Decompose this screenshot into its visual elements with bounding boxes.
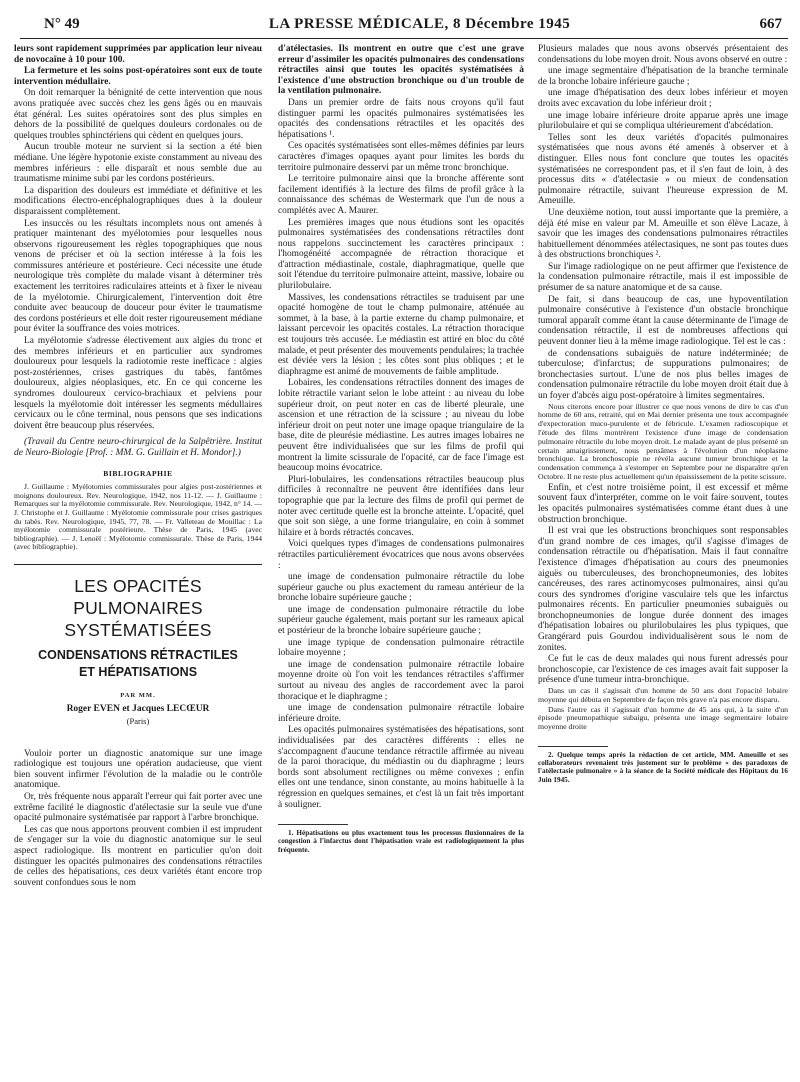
article-title-line-2: SYSTÉMATISÉES [64, 619, 212, 640]
paragraph: Les cas que nous apportons prouvent combien il est imprudent de s'engager sur la voie du diagnostic anatomique sur le seul aspect radiologique. Ils montrent en particulier qu'on doit distinguer les opacités pulmonaires des condensations rétractiles de celles des hépatisations, ces deux variétés étant encore trop souvent confondues sous le nom [14, 824, 262, 888]
list-item: une image de condensation pulmonaire rétractile du lobe supérieur gauche ou plus exactement du rameau antérieur de la bronche lobaire supérieure gauche ; [278, 572, 524, 604]
article-divider [14, 564, 262, 565]
article-title-line-1: LES OPACITÉS PULMONAIRES [73, 575, 203, 618]
paragraph: Les insuccès ou les résultats incomplets nous ont amenés à pratiquer maintenant des myélotomies pour lesquelles nous observons rigoureusement les règles topographiques que nous venons de préciser et où la section intéresse à la fois les commissures antérieure et postérieure. Ceci nécessite une étude neurologique très complète du malade visant à déterminer très exactement les territoires radiculaires atteints et à fixer le niveau de la myélotomie. Chirurgicalement, l'intervention doit être conduite avec beaucoup de douceur pour éviter le traumatisme des cordons postérieurs et elle doit rester rigoureusement médiane pour éviter la souffrance des voies motrices. [14, 218, 262, 335]
article-location: (Paris) [126, 716, 150, 727]
footnote-rule [538, 746, 608, 747]
paragraph: Aucun trouble moteur ne survient si la section a été bien médiane. Une légère hypotonie existe constamment au niveau des membres inférieurs : elle disparaît et nous semble due au traumatisme minime subi par les cordons postérieurs. [14, 142, 262, 185]
column-right [538, 44, 788, 1064]
paragraph: Les premières images que nous étudions sont les opacités pulmonaires systématisées des condensations rétractiles dont nous rappelons succinctement les caractères principaux : l'homogénéité accompagnée de rétraction thoracique et d'attraction médiastinale, costale, diaphragmatique, quelle que soit l'étendue du territoire pulmonaire atteint, massive, lobaire ou plurilobulaire. [278, 217, 524, 292]
footnote: 1. Hépatisations ou plus exactement tous les processus fluxionnaires de la congestion à l'infarctus dont l'hépatisation vraie est radiologiquement la plus fréquente. [278, 829, 524, 854]
byline-prefix: PAR MM. [120, 691, 156, 699]
paragraph: Les opacités pulmonaires systématisées des hépatisations, sont individualisées par des caractères différents : elles ne s'accompagnent d'aucune tendance rétractile affirmée au niveau de la paroi thoracique, du médiastin ou du diaphragme ; leurs bords sont absolument rectilignes ou même convexes ; enfin elles ont une tendance, sinon constante, au moins habituelle à la régression en quelques semaines, et c'est là un fait très important à souligner. [278, 725, 524, 810]
list-item: une image de condensation pulmonaire rétractile lobaire inférieure droite. [278, 703, 524, 724]
article-subtitle-line-1: CONDENSATIONS RÉTRACTILES [38, 647, 238, 662]
list-item: une image de condensation pulmonaire rétractile lobaire moyenne droite où l'on voit les tendances rétractiles s'affirmer surtout au niveau des angles de raccordement avec la paroi thoracique et le diaphragme ; [278, 659, 524, 702]
column-left [14, 44, 262, 1064]
column-middle [278, 44, 524, 1064]
paragraph: La myélotomie s'adresse électivement aux algies du tronc et des membres inférieurs et en particulier aux syndromes douloureux pour lesquels la radiotomie reste inefficace : algies post-zostériennes, crises gastriques du tabès, fantômes douloureux, algies néoplasiques, etc. En ce qui concerne les syndromes douloureux cervico-brachiaux et pelviens pour lesquels la myélotomie doit intéresser les segments médullaires cervicaux ou le cône terminal, nous pensons que ses indications doivent être beaucoup plus réservées. [14, 336, 262, 431]
paragraph: La disparition des douleurs est immédiate et définitive et les modifications électro-encéphalographiques dues à la douleur disparaissent complètement. [14, 185, 262, 217]
list-item: une image d'hépatisation des deux lobes inférieur et moyen droits avec excavation du lobe inférieur droit ; [538, 88, 788, 109]
paragraph: Le territoire pulmonaire ainsi que la bronche afférente sont facilement identifiés à la lecture des films de profil grâce à la connaissance des schémas de Westermark que l'un de nous a complétés avec A. Maurer. [278, 174, 524, 216]
case-note: Dans l'autre cas il s'agissait d'un homme de 45 ans qui, à la suite d'un épisode pneumopathique subaigu, présenta une image segmentaire lobaire moyenne droite [538, 704, 788, 732]
paragraph: De fait, si dans beaucoup de cas, une hypoventilation pulmonaire consécutive à l'existence d'un obstacle bronchique tumoral apparaît comme étant la cause déterminante de l'image de condensation rétractile, il est de nombreuses affections qui peuvent donner lieu à la même image radiologique. Tel est le cas : [538, 294, 788, 348]
paragraph: Plusieurs malades que nous avons observés présentaient des condensations du lobe moyen droit. Nous avons observé en outre : [538, 44, 788, 65]
paragraph: Il est vrai que les obstructions bronchiques sont responsables d'un grand nombre de ces images, qu'il s'agisse d'images de condensation rétractile ou d'hépatisation. Mais il faut connaître l'existence d'images d'hépatisation au cours des pneumonies aiguës ou tuberculeuses, des bronchopneumonies, des lobites cancéreuses, des rares actinomycoses pulmonaires, ainsi qu'au cours des syndromes d'origine vasculaire tels que les infarctus pulmonaires récents. En particulier pneumonies subaiguës ou bronchopneumonies de longue durée donnent des images d'hépatisation lobaires ou plurilobulaires les plus typiques, que Grangérard puis Gourdou individualisèrent sous le nom de zonites. [538, 526, 788, 653]
case-note: Nous citerons encore pour illustrer ce que nous venons de dire le cas d'un homme de 60 ans, retraité, qui en Mai dernier présenta une toux accompagnée d'expectoration muco-purulente et de fébricule. L'examen radioscopique et l'étude des films montrèrent l'existence d'une image de condensation pulmonaire rétractile du lobe moyen droit. Le malade ayant de plus présenté un certain amaigrissement, nous pensâmes à l'évolution d'un néoplasme bronchique. La bronchoscopie ne révéla aucune tumeur bronchique et la condensation commença à s'estomper en Septembre pour ne disparaître qu'en Octobre. Il ne reste plus actuellement qu'un épaississement de la petite scissure. [538, 401, 788, 481]
list-item: une image lobaire inférieure droite apparue après une image plurilobulaire et qui se compliqua ultérieurement d'abcédation. [538, 110, 788, 132]
issue-number: N° 49 [44, 16, 80, 32]
paragraph: Ce fut le cas de deux malades qui nous furent adressés pour bronchoscopie, car l'existence de ces images avait fait supposer la présence d'une tumeur intra-bronchique. [538, 654, 788, 686]
paragraph: On doit remarquer la bénignité de cette intervention que nous avons pratiquée avec succès chez les gens âgés ou en mauvais état général. Les suites opératoires sont des plus simples en dehors de la possibilité de quelques douleurs cordonales ou de quelques troubles sphinctériens qui cèdent en quelques jours. [14, 88, 262, 141]
list-item: une image segmentaire d'hépatisation de la branche terminale de la bronche lobaire inférieure gauche ; [538, 66, 788, 87]
paragraph: Massives, les condensations rétractiles se traduisent par une opacité homogène de tout le champ pulmonaire, atténuée au sommet, à la base, à la partie externe du champ pulmonaire, et laissant percevoir les opacités costales. La rétraction thoracique est toujours très accusée. Le médiastin est attiré en bloc du côté malade, et peut présenter des mouvements pendulaires; la trachée est déviée vers la lésion ; les côtes sont plus obliques ; et le diaphragme est animé de mouvements de faible amplitude. [278, 292, 524, 377]
list-item: une image typique de condensation pulmonaire rétractile lobaire moyenne ; [278, 637, 524, 659]
paragraph: Voici quelques types d'images de condensations pulmonaires rétractiles particulièrement évocatrices que nous avons observées : [278, 539, 524, 571]
paragraph: Or, très fréquente nous apparaît l'erreur qui fait porter avec une extrême facilité le diagnostic d'atélectasie sur la seule vue d'une opacité pulmonaire systématisée par rapport à l'arbre bronchique. [14, 792, 262, 824]
article-authors: Roger EVEN et Jacques LECŒUR [66, 703, 210, 714]
paragraph: Pluri-lobulaires, les condensations rétractiles beaucoup plus difficiles à reconnaître ne peuvent être identifiées dans leur topographie que par la lecture des films de profil qui permet de noter avec certitude quelle est la bronche atteinte. L'opacité, quel que soit son siège, a une forme triangulaire, en coin à sommet hilaire et à bords rétractés concaves. [278, 474, 524, 538]
journal-title: LA PRESSE MÉDICALE, 8 Décembre 1945 [268, 16, 571, 32]
paragraph: Ces opacités systématisées sont elles-mêmes définies par leurs caractères d'images opaques ayant pour limites les bords du territoire pulmonaire desservi par un même tronc bronchique. [278, 141, 524, 173]
paragraph: Une deuxième notion, tout aussi importante que la première, a déjà été mise en valeur par M. Ameuille et son élève Lacaze, à savoir que les images des condensations pulmonaires rétractiles habituellement dénommées atélectasiques, ne sont pas toutes dues à des obstructions bronchiques ². [538, 207, 788, 261]
footnote-rule [278, 824, 348, 825]
paragraph: d'atélectasies. Ils montrent en outre que c'est une grave erreur d'assimiler les opacités pulmonaires des condensations rétractiles ainsi que toutes les opacités systématisées à l'existence d'une obstruction bronchique ou d'un trouble de la ventilation pulmonaire. [278, 44, 524, 97]
paragraph: Telles sont les deux variétés d'opacités pulmonaires systématisées que nous avons été amenés à observer et à distinguer. Elles nous font conclure que toutes les opacités systématisées ne correspondent pas, et il s'en faut de loin, à des processus dits « d'atélectasie » ou mieux de condensation pulmonaire rétractile, suivant l'heureuse expression de M. Ameuille. [538, 132, 788, 207]
paragraph: La fermeture et les soins post-opératoires sont eux de toute intervention médullaire. [14, 66, 262, 87]
case-note: Dans un cas il s'agissait d'un homme de 50 ans dont l'opacité lobaire moyenne qui débuta en Septembre de façon très grave n'a pas encore disparu. [538, 686, 788, 704]
paragraph: leurs sont rapidement supprimées par application leur niveau de novocaïne à 10 pour 100. [14, 44, 262, 65]
credit-note: (Travail du Centre neuro-chirurgical de la Salpêtrière. Institut de Neuro-Biologie [Prof. : MM. G. Guillain et H. Mondor].) [14, 437, 262, 458]
header-rule [20, 38, 788, 39]
footnote: 2. Quelque temps après la rédaction de cet article, MM. Ameuille et ses collaborateurs revenaient très justement sur le problème « des paradoxes de l'atélectasie pulmonaire » à la séance de la Société médicale des Hôpitaux du 16 Juin 1945. [538, 751, 788, 784]
page-number: 667 [759, 16, 782, 32]
paragraph: Vouloir porter un diagnostic anatomique sur une image radiologique est toujours une opération audacieuse, que vient bien souvent infirmer l'évolution de la maladie ou le contrôle anatomique. [14, 748, 262, 791]
paragraph: Sur l'image radiologique on ne peut affirmer que l'existence de la condensation pulmonaire rétractile, mais il est impossible de présumer de sa nature anatomique et de sa cause. [538, 261, 788, 294]
bibliography: J. Guillaume : Myélotomies commissurales pour algies post-zostériennes et moignons douloureux. Rev. Neurologique, 1942, nos 11-12. — J. Guillaume : Remarques sur la myélotomie commissurale. Rev. Neurologique, 1942, n° 14. — J. Christophe et J. Guillaume : Myélotomie commissurale pour crises gastriques du tabès. Rev. Neurologique, 1945, 77, 78. — Fr. Valleteau de Mouillac : La myélotomie commissurale postérieure. Thèse de Paris, 1945 (avec bibliographie). — J. Lenoël : Myélotomie commissurale. Thèse de Paris, 1944 (avec bibliographie). [14, 482, 262, 552]
page-header [44, 16, 782, 36]
paragraph: de condensations subaiguës de nature indéterminée; de tuberculose; d'infarctus; de suppurations pulmonaires; de bronchectasies surtout. L'une de nos plus belles images de condensation pulmonaire rétractile du lobe moyen droit était due à un foyer d'abcès aigu post-opératoire à limites segmentaires. [538, 348, 788, 401]
paragraph: Lobaires, les condensations rétractiles donnent des images de lobite rétractile variant selon le lobe atteint : au niveau du lobe supérieur droit, on peut noter en cas de liberté pleurale, une ascension et une rétraction de la scissure ; au niveau du lobe inférieur droit on peut noter une image opaque triangulaire de la base, dite de pleurésie médiastine. Les autres images lobaires ne peuvent être individualisées que sur les films de profil qui montrent la limite scissurale de l'opacité, car de face l'image est beaucoup moins évocatrice. [278, 378, 524, 474]
paragraph: Dans un premier ordre de faits nous croyons qu'il faut distinguer parmi les opacités pulmonaires systématisées les opacités des condensations rétractiles et les opacités des hépatisations ¹. [278, 97, 524, 140]
paragraph: Enfin, et c'est notre troisième point, il est excessif et même souvent faux d'interpréter, comme on le voit faire souvent, toutes les opacités pulmonaires systématisées comme étant dues à une obstruction bronchique. [538, 482, 788, 525]
list-item: une image de condensation pulmonaire rétractile du lobe supérieur gauche également, mais portant sur les rameaux apical et postérieur de la bronche lobaire supérieure gauche ; [278, 604, 524, 637]
bibliography-title: BIBLIOGRAPHIE [103, 468, 173, 478]
article-subtitle-line-2: ET HÉPATISATIONS [78, 664, 198, 679]
